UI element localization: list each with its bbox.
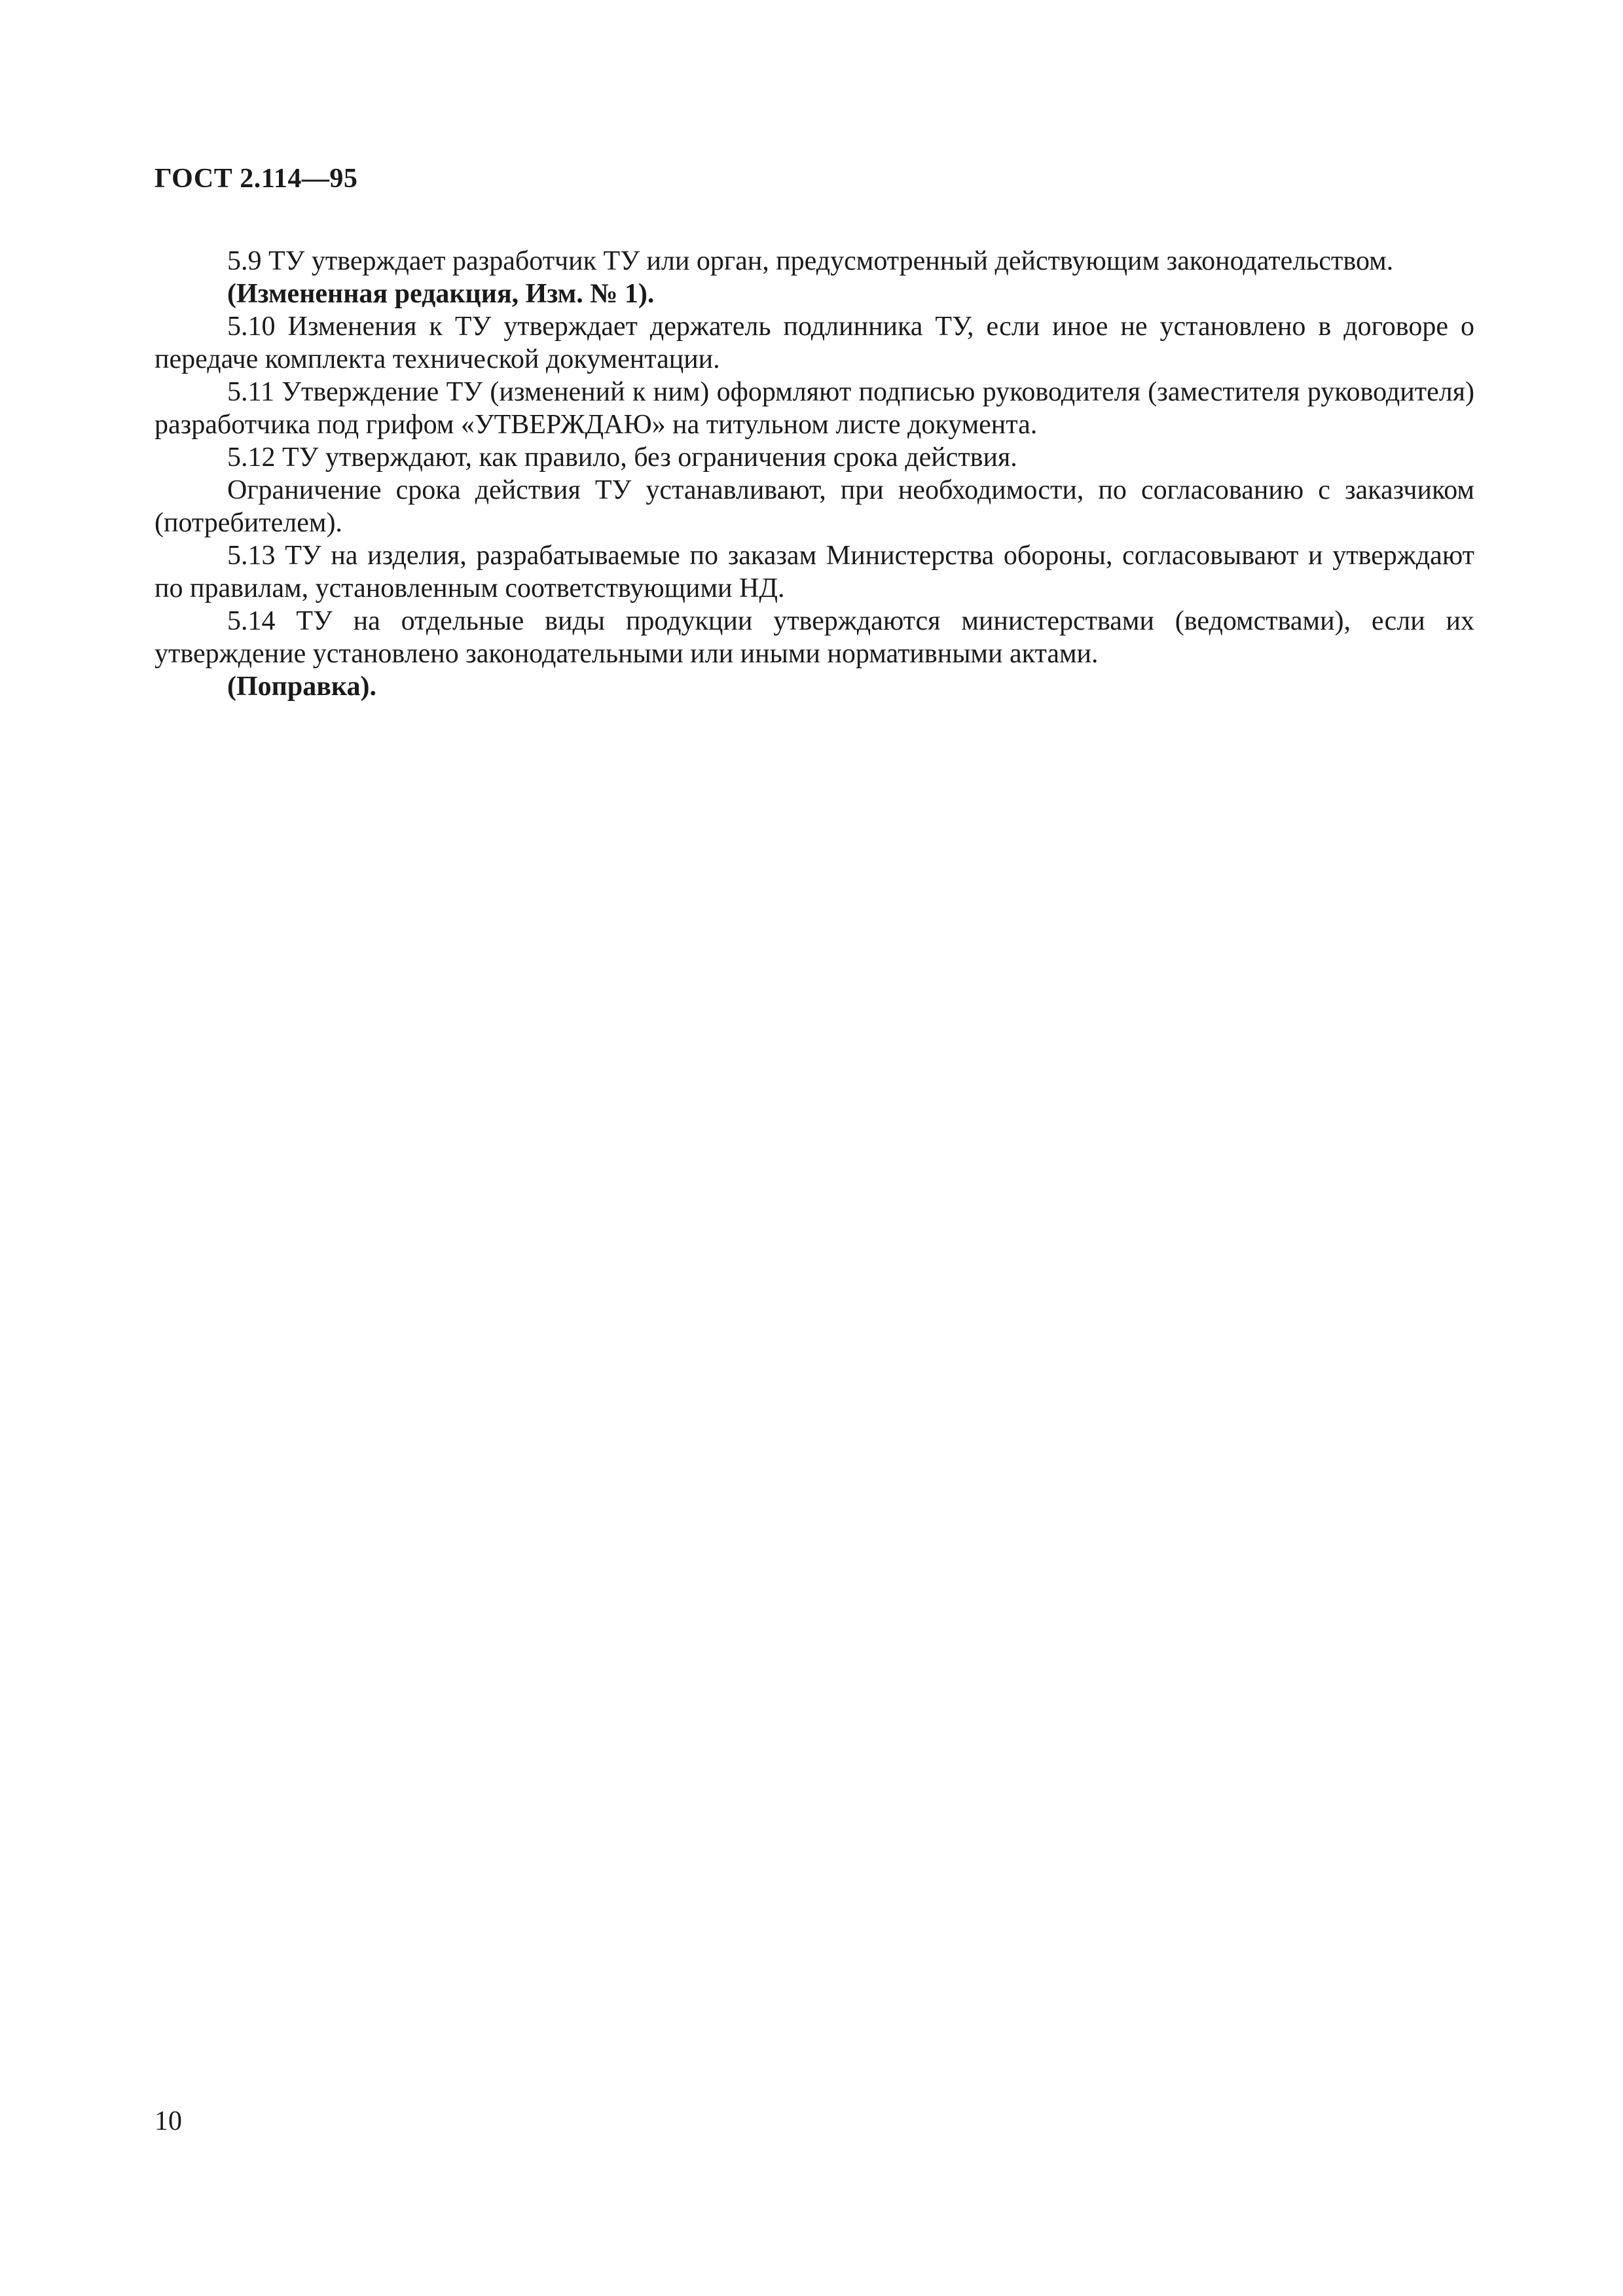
page-number: 10	[155, 2106, 182, 2136]
paragraph-5-10: 5.10 Изменения к ТУ утверждает держатель подлинника ТУ, если иное не установлено в договоре о передаче комплекта технической документации.	[155, 312, 1474, 374]
correction-note: (Поправка).	[227, 672, 376, 702]
document-body	[155, 245, 1474, 703]
paragraph-5-12: 5.12 ТУ утверждают, как правило, без ограничения срока действия.	[227, 442, 1017, 473]
paragraph-5-11: 5.11 Утверждение ТУ (изменений к ним) оформляют подписью руководителя (заместителя руководителя) разработчика под грифом «УТВЕРЖДАЮ» на титульном листе документа.	[155, 377, 1474, 440]
amendment-note: (Измененная редакция, Изм. № 1).	[227, 279, 655, 309]
paragraph-5-12-continuation: Ограничение срока действия ТУ устанавливают, при необходимости, по согласованию с заказчиком (потребителем).	[155, 475, 1474, 538]
paragraph-5-14: 5.14 ТУ на отдельные виды продукции утверждаются министерствами (ведомствами), если их утверждение установлено законодательными или иными нормативными актами.	[155, 606, 1474, 669]
paragraph-5-13: 5.13 ТУ на изделия, разрабатываемые по заказам Министерства обороны, согласовывают и утверждают по правилам, установленным соответствующими НД.	[155, 541, 1474, 603]
document-header: ГОСТ 2.114—95	[155, 164, 358, 194]
paragraph-5-9: 5.9 ТУ утверждает разработчик ТУ или орган, предусмотренный действующим законодательством.	[227, 246, 1394, 276]
